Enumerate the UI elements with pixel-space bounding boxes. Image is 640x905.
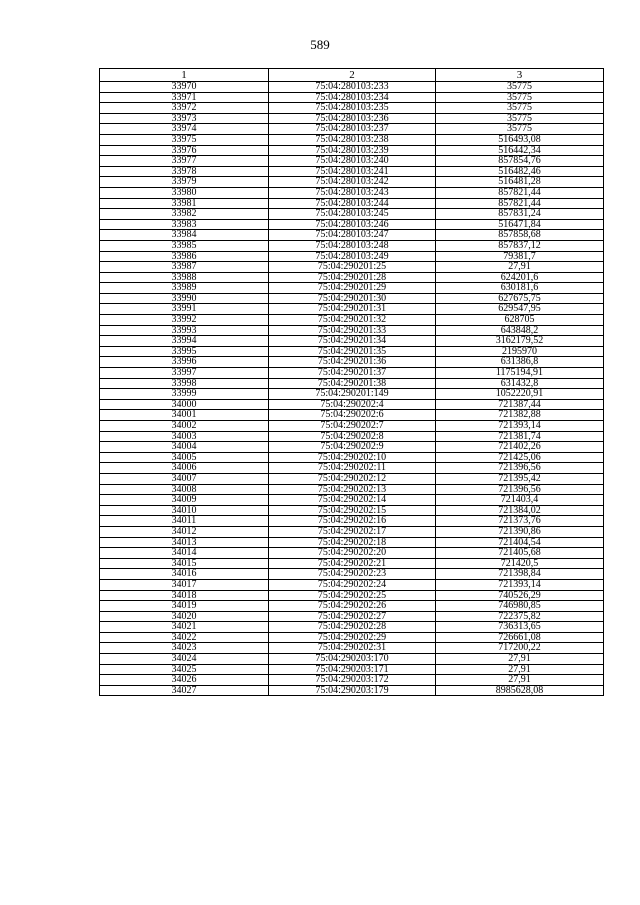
table-row bbox=[100, 558, 604, 569]
value-cell: 35775 bbox=[436, 82, 604, 93]
table-row bbox=[100, 569, 604, 580]
row-number-cell: 34016 bbox=[100, 569, 269, 580]
table-row bbox=[100, 219, 604, 230]
value-cell: 721395,42 bbox=[436, 473, 604, 484]
row-number-cell: 34005 bbox=[100, 452, 269, 463]
cadastral-number-cell: 75:04:280103:242 bbox=[269, 177, 436, 188]
row-number-cell: 34013 bbox=[100, 537, 269, 548]
cadastral-number-cell: 75:04:290202:8 bbox=[269, 431, 436, 442]
table-row bbox=[100, 442, 604, 453]
table-row bbox=[100, 685, 604, 696]
value-cell: 3162179,52 bbox=[436, 336, 604, 347]
table-row bbox=[100, 103, 604, 114]
row-number-cell: 33990 bbox=[100, 293, 269, 304]
table-row bbox=[100, 622, 604, 633]
cadastral-number-cell: 75:04:280103:249 bbox=[269, 251, 436, 262]
column-header-1: 1 bbox=[100, 69, 269, 82]
row-number-cell: 34019 bbox=[100, 601, 269, 612]
row-number-cell: 33986 bbox=[100, 251, 269, 262]
value-cell: 857837,12 bbox=[436, 240, 604, 251]
row-number-cell: 34021 bbox=[100, 622, 269, 633]
table-row bbox=[100, 240, 604, 251]
row-number-cell: 34007 bbox=[100, 473, 269, 484]
table-row bbox=[100, 134, 604, 145]
value-cell: 516471,84 bbox=[436, 219, 604, 230]
value-cell: 721387,44 bbox=[436, 399, 604, 410]
row-number-cell: 33975 bbox=[100, 134, 269, 145]
row-number-cell: 33992 bbox=[100, 315, 269, 326]
row-number-cell: 34008 bbox=[100, 484, 269, 495]
table-body bbox=[100, 82, 604, 696]
cadastral-number-cell: 75:04:280103:246 bbox=[269, 219, 436, 230]
row-number-cell: 33995 bbox=[100, 346, 269, 357]
table-row bbox=[100, 590, 604, 601]
cadastral-number-cell: 75:04:290202:28 bbox=[269, 622, 436, 633]
value-cell: 740526,29 bbox=[436, 590, 604, 601]
table-row bbox=[100, 452, 604, 463]
table-row bbox=[100, 473, 604, 484]
table-row bbox=[100, 505, 604, 516]
value-cell: 721396,56 bbox=[436, 484, 604, 495]
value-cell: 1052220,91 bbox=[436, 389, 604, 400]
value-cell: 721402,26 bbox=[436, 442, 604, 453]
value-cell: 721373,76 bbox=[436, 516, 604, 527]
cadastral-number-cell: 75:04:290201:33 bbox=[269, 325, 436, 336]
cadastral-number-cell: 75:04:290203:172 bbox=[269, 675, 436, 686]
cadastral-number-cell: 75:04:290202:26 bbox=[269, 601, 436, 612]
value-cell: 746980,85 bbox=[436, 601, 604, 612]
value-cell: 857858,68 bbox=[436, 230, 604, 241]
value-cell: 721403,4 bbox=[436, 495, 604, 506]
cadastral-number-cell: 75:04:290201:25 bbox=[269, 262, 436, 273]
cadastral-number-cell: 75:04:280103:240 bbox=[269, 156, 436, 167]
value-cell: 857831,24 bbox=[436, 209, 604, 220]
value-cell: 721390,86 bbox=[436, 526, 604, 537]
table-row bbox=[100, 325, 604, 336]
table-row bbox=[100, 431, 604, 442]
row-number-cell: 33988 bbox=[100, 272, 269, 283]
table-row bbox=[100, 643, 604, 654]
row-number-cell: 34004 bbox=[100, 442, 269, 453]
value-cell: 726661,08 bbox=[436, 632, 604, 643]
value-cell: 722375,82 bbox=[436, 611, 604, 622]
cadastral-number-cell: 75:04:280103:235 bbox=[269, 103, 436, 114]
cadastral-number-cell: 75:04:290202:23 bbox=[269, 569, 436, 580]
table-row bbox=[100, 389, 604, 400]
table-row bbox=[100, 579, 604, 590]
value-cell: 516493,08 bbox=[436, 134, 604, 145]
row-number-cell: 34014 bbox=[100, 548, 269, 559]
cadastral-number-cell: 75:04:290202:14 bbox=[269, 495, 436, 506]
cadastral-number-cell: 75:04:290202:25 bbox=[269, 590, 436, 601]
cadastral-number-cell: 75:04:290202:9 bbox=[269, 442, 436, 453]
cadastral-number-cell: 75:04:290202:7 bbox=[269, 421, 436, 432]
value-cell: 1175194,91 bbox=[436, 368, 604, 379]
cadastral-number-cell: 75:04:290202:16 bbox=[269, 516, 436, 527]
row-number-cell: 34006 bbox=[100, 463, 269, 474]
value-cell: 27,91 bbox=[436, 654, 604, 665]
row-number-cell: 33972 bbox=[100, 103, 269, 114]
value-cell: 35775 bbox=[436, 113, 604, 124]
value-cell: 27,91 bbox=[436, 262, 604, 273]
cadastral-number-cell: 75:04:290201:29 bbox=[269, 283, 436, 294]
value-cell: 857821,44 bbox=[436, 187, 604, 198]
row-number-cell: 33971 bbox=[100, 92, 269, 103]
cadastral-number-cell: 75:04:290201:38 bbox=[269, 378, 436, 389]
table-row bbox=[100, 230, 604, 241]
table-row bbox=[100, 124, 604, 135]
cadastral-number-cell: 75:04:290202:21 bbox=[269, 558, 436, 569]
table-row bbox=[100, 357, 604, 368]
table-row bbox=[100, 346, 604, 357]
cadastral-number-cell: 75:04:290201:35 bbox=[269, 346, 436, 357]
cadastral-number-cell: 75:04:290202:15 bbox=[269, 505, 436, 516]
value-cell: 857821,44 bbox=[436, 198, 604, 209]
cadastral-number-cell: 75:04:280103:243 bbox=[269, 187, 436, 198]
table-row bbox=[100, 283, 604, 294]
cadastral-table bbox=[99, 68, 604, 696]
value-cell: 721382,88 bbox=[436, 410, 604, 421]
table-header bbox=[100, 69, 604, 82]
row-number-cell: 33974 bbox=[100, 124, 269, 135]
table-row bbox=[100, 463, 604, 474]
cadastral-number-cell: 75:04:290202:6 bbox=[269, 410, 436, 421]
column-header-3: 3 bbox=[436, 69, 604, 82]
row-number-cell: 34025 bbox=[100, 664, 269, 675]
value-cell: 643848,2 bbox=[436, 325, 604, 336]
row-number-cell: 33989 bbox=[100, 283, 269, 294]
cadastral-number-cell: 75:04:290201:36 bbox=[269, 357, 436, 368]
cadastral-number-cell: 75:04:290201:30 bbox=[269, 293, 436, 304]
value-cell: 2195970 bbox=[436, 346, 604, 357]
header-row bbox=[100, 69, 604, 82]
cadastral-number-cell: 75:04:290201:37 bbox=[269, 368, 436, 379]
value-cell: 27,91 bbox=[436, 664, 604, 675]
cadastral-number-cell: 75:04:290202:24 bbox=[269, 579, 436, 590]
row-number-cell: 34003 bbox=[100, 431, 269, 442]
cadastral-number-cell: 75:04:290203:171 bbox=[269, 664, 436, 675]
table-row bbox=[100, 654, 604, 665]
page-number: 589 bbox=[310, 37, 330, 52]
row-number-cell: 34024 bbox=[100, 654, 269, 665]
row-number-cell: 33983 bbox=[100, 219, 269, 230]
row-number-cell: 33993 bbox=[100, 325, 269, 336]
value-cell: 736313,65 bbox=[436, 622, 604, 633]
cadastral-number-cell: 75:04:290202:18 bbox=[269, 537, 436, 548]
row-number-cell: 33977 bbox=[100, 156, 269, 167]
table-row bbox=[100, 315, 604, 326]
value-cell: 35775 bbox=[436, 124, 604, 135]
table-row bbox=[100, 198, 604, 209]
row-number-cell: 33976 bbox=[100, 145, 269, 156]
row-number-cell: 34011 bbox=[100, 516, 269, 527]
table-row bbox=[100, 262, 604, 273]
row-number-cell: 33979 bbox=[100, 177, 269, 188]
value-cell: 35775 bbox=[436, 92, 604, 103]
table-row bbox=[100, 156, 604, 167]
row-number-cell: 33970 bbox=[100, 82, 269, 93]
row-number-cell: 33982 bbox=[100, 209, 269, 220]
table-row bbox=[100, 537, 604, 548]
table-row bbox=[100, 304, 604, 315]
table-row bbox=[100, 548, 604, 559]
table-row bbox=[100, 92, 604, 103]
row-number-cell: 34015 bbox=[100, 558, 269, 569]
value-cell: 717200,22 bbox=[436, 643, 604, 654]
value-cell: 516481,28 bbox=[436, 177, 604, 188]
cadastral-number-cell: 75:04:280103:245 bbox=[269, 209, 436, 220]
table-row bbox=[100, 399, 604, 410]
row-number-cell: 33996 bbox=[100, 357, 269, 368]
row-number-cell: 33985 bbox=[100, 240, 269, 251]
table-row bbox=[100, 421, 604, 432]
table-row bbox=[100, 378, 604, 389]
value-cell: 516442,34 bbox=[436, 145, 604, 156]
cadastral-number-cell: 75:04:290202:27 bbox=[269, 611, 436, 622]
table-row bbox=[100, 166, 604, 177]
table-row bbox=[100, 675, 604, 686]
table-row bbox=[100, 495, 604, 506]
table-row bbox=[100, 484, 604, 495]
row-number-cell: 34000 bbox=[100, 399, 269, 410]
value-cell: 627675,75 bbox=[436, 293, 604, 304]
table-row bbox=[100, 611, 604, 622]
table-row bbox=[100, 209, 604, 220]
row-number-cell: 34023 bbox=[100, 643, 269, 654]
value-cell: 630181,6 bbox=[436, 283, 604, 294]
cadastral-number-cell: 75:04:290201:34 bbox=[269, 336, 436, 347]
table-row bbox=[100, 410, 604, 421]
value-cell: 631386,8 bbox=[436, 357, 604, 368]
value-cell: 79381,7 bbox=[436, 251, 604, 262]
table-row bbox=[100, 145, 604, 156]
cadastral-number-cell: 75:04:290201:31 bbox=[269, 304, 436, 315]
cadastral-number-cell: 75:04:290202:20 bbox=[269, 548, 436, 559]
cadastral-number-cell: 75:04:290201:28 bbox=[269, 272, 436, 283]
cadastral-number-cell: 75:04:280103:241 bbox=[269, 166, 436, 177]
row-number-cell: 34002 bbox=[100, 421, 269, 432]
table-row bbox=[100, 82, 604, 93]
row-number-cell: 33978 bbox=[100, 166, 269, 177]
table-row bbox=[100, 177, 604, 188]
table-row bbox=[100, 368, 604, 379]
row-number-cell: 34018 bbox=[100, 590, 269, 601]
value-cell: 516482,46 bbox=[436, 166, 604, 177]
row-number-cell: 34022 bbox=[100, 632, 269, 643]
row-number-cell: 34026 bbox=[100, 675, 269, 686]
value-cell: 624201,6 bbox=[436, 272, 604, 283]
table-row bbox=[100, 272, 604, 283]
value-cell: 721404,54 bbox=[436, 537, 604, 548]
row-number-cell: 33980 bbox=[100, 187, 269, 198]
cadastral-number-cell: 75:04:280103:237 bbox=[269, 124, 436, 135]
cadastral-number-cell: 75:04:280103:239 bbox=[269, 145, 436, 156]
value-cell: 721393,14 bbox=[436, 421, 604, 432]
table-row bbox=[100, 251, 604, 262]
cadastral-number-cell: 75:04:280103:248 bbox=[269, 240, 436, 251]
cadastral-number-cell: 75:04:280103:247 bbox=[269, 230, 436, 241]
cadastral-number-cell: 75:04:280103:234 bbox=[269, 92, 436, 103]
row-number-cell: 33998 bbox=[100, 378, 269, 389]
row-number-cell: 34017 bbox=[100, 579, 269, 590]
row-number-cell: 33991 bbox=[100, 304, 269, 315]
value-cell: 721393,14 bbox=[436, 579, 604, 590]
table-row bbox=[100, 516, 604, 527]
table-row bbox=[100, 601, 604, 612]
table-row bbox=[100, 293, 604, 304]
row-number-cell: 34010 bbox=[100, 505, 269, 516]
value-cell: 721381,74 bbox=[436, 431, 604, 442]
table-row bbox=[100, 526, 604, 537]
row-number-cell: 34012 bbox=[100, 526, 269, 537]
cadastral-number-cell: 75:04:280103:238 bbox=[269, 134, 436, 145]
cadastral-number-cell: 75:04:280103:233 bbox=[269, 82, 436, 93]
value-cell: 721398,84 bbox=[436, 569, 604, 580]
value-cell: 721420,5 bbox=[436, 558, 604, 569]
column-header-2: 2 bbox=[269, 69, 436, 82]
cadastral-number-cell: 75:04:290202:17 bbox=[269, 526, 436, 537]
row-number-cell: 33973 bbox=[100, 113, 269, 124]
value-cell: 631432,8 bbox=[436, 378, 604, 389]
row-number-cell: 33981 bbox=[100, 198, 269, 209]
row-number-cell: 33994 bbox=[100, 336, 269, 347]
cadastral-number-cell: 75:04:290202:4 bbox=[269, 399, 436, 410]
row-number-cell: 33984 bbox=[100, 230, 269, 241]
table-row bbox=[100, 632, 604, 643]
cadastral-number-cell: 75:04:290202:11 bbox=[269, 463, 436, 474]
value-cell: 721384,02 bbox=[436, 505, 604, 516]
cadastral-number-cell: 75:04:290202:31 bbox=[269, 643, 436, 654]
row-number-cell: 34009 bbox=[100, 495, 269, 506]
cadastral-number-cell: 75:04:290202:29 bbox=[269, 632, 436, 643]
cadastral-number-cell: 75:04:290202:12 bbox=[269, 473, 436, 484]
value-cell: 721425,06 bbox=[436, 452, 604, 463]
cadastral-number-cell: 75:04:290203:179 bbox=[269, 685, 436, 696]
row-number-cell: 34001 bbox=[100, 410, 269, 421]
table-row bbox=[100, 113, 604, 124]
cadastral-number-cell: 75:04:280103:236 bbox=[269, 113, 436, 124]
value-cell: 628705 bbox=[436, 315, 604, 326]
table-row bbox=[100, 664, 604, 675]
cadastral-number-cell: 75:04:290201:32 bbox=[269, 315, 436, 326]
value-cell: 8985628,08 bbox=[436, 685, 604, 696]
row-number-cell: 34027 bbox=[100, 685, 269, 696]
cadastral-number-cell: 75:04:280103:244 bbox=[269, 198, 436, 209]
table-row bbox=[100, 187, 604, 198]
value-cell: 27,91 bbox=[436, 675, 604, 686]
value-cell: 35775 bbox=[436, 103, 604, 114]
row-number-cell: 33999 bbox=[100, 389, 269, 400]
row-number-cell: 34020 bbox=[100, 611, 269, 622]
cadastral-number-cell: 75:04:290202:10 bbox=[269, 452, 436, 463]
row-number-cell: 33997 bbox=[100, 368, 269, 379]
cadastral-number-cell: 75:04:290203:170 bbox=[269, 654, 436, 665]
value-cell: 629547,95 bbox=[436, 304, 604, 315]
cadastral-number-cell: 75:04:290201:149 bbox=[269, 389, 436, 400]
cadastral-number-cell: 75:04:290202:13 bbox=[269, 484, 436, 495]
value-cell: 857854,76 bbox=[436, 156, 604, 167]
row-number-cell: 33987 bbox=[100, 262, 269, 273]
table-row bbox=[100, 336, 604, 347]
value-cell: 721396,56 bbox=[436, 463, 604, 474]
value-cell: 721405,68 bbox=[436, 548, 604, 559]
